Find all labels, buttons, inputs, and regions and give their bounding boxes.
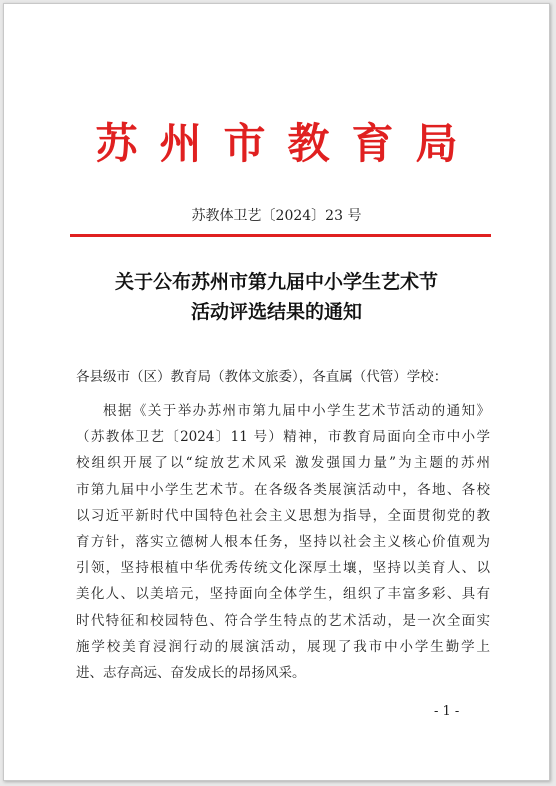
body-line: 进、志存高远、奋发成长的昂扬风采。: [76, 664, 306, 681]
body-line: 校组织开展了以“绽放艺术风采 激发强国力量”为主题的苏州: [76, 455, 490, 472]
body-paragraph: [76, 398, 490, 686]
document-title: [4, 267, 549, 327]
body-line: 市第九届中小学生艺术节。在各级各类展演活动中，各地、各校: [76, 481, 490, 498]
body-line: 施学校美育浸润行动的展演活动，展现了我市中小学生勤学上: [76, 638, 490, 655]
body-line: 引领，坚持根植中华优秀传统文化深厚土壤，坚持以美育人、以: [76, 560, 490, 577]
body-line: 育方针，落实立德树人根本任务，坚持以社会主义核心价值观为: [76, 533, 490, 550]
body-line: 根据《关于举办苏州市第九届中小学生艺术节活动的通知》: [103, 403, 490, 419]
body-line: 以习近平新时代中国特色社会主义思想为指导，全面贯彻党的教: [76, 507, 490, 524]
document-number: 苏教体卫艺〔2024〕23 号: [191, 208, 362, 224]
title-line-1: 关于公布苏州市第九届中小学生艺术节: [114, 271, 438, 293]
red-divider-line: [70, 234, 491, 237]
body-line: （苏教体卫艺〔2024〕11 号）精神，市教育局面向全市中小学: [76, 429, 490, 446]
page-number: - 1 -: [434, 704, 460, 719]
salutation: 各县级市（区）教育局（教体文旅委），各直属（代管）学校：: [76, 369, 448, 385]
document-page: [3, 3, 550, 781]
body-line: 时代特征和校园特色、符合学生特点的艺术活动，是一次全面实: [76, 612, 490, 629]
body-line: 美化人、以美培元，坚持面向全体学生，组织了丰富多彩、具有: [76, 586, 490, 603]
title-line-2: 活动评选结果的通知: [190, 301, 362, 323]
letterhead: 苏州市教育局: [95, 119, 480, 168]
